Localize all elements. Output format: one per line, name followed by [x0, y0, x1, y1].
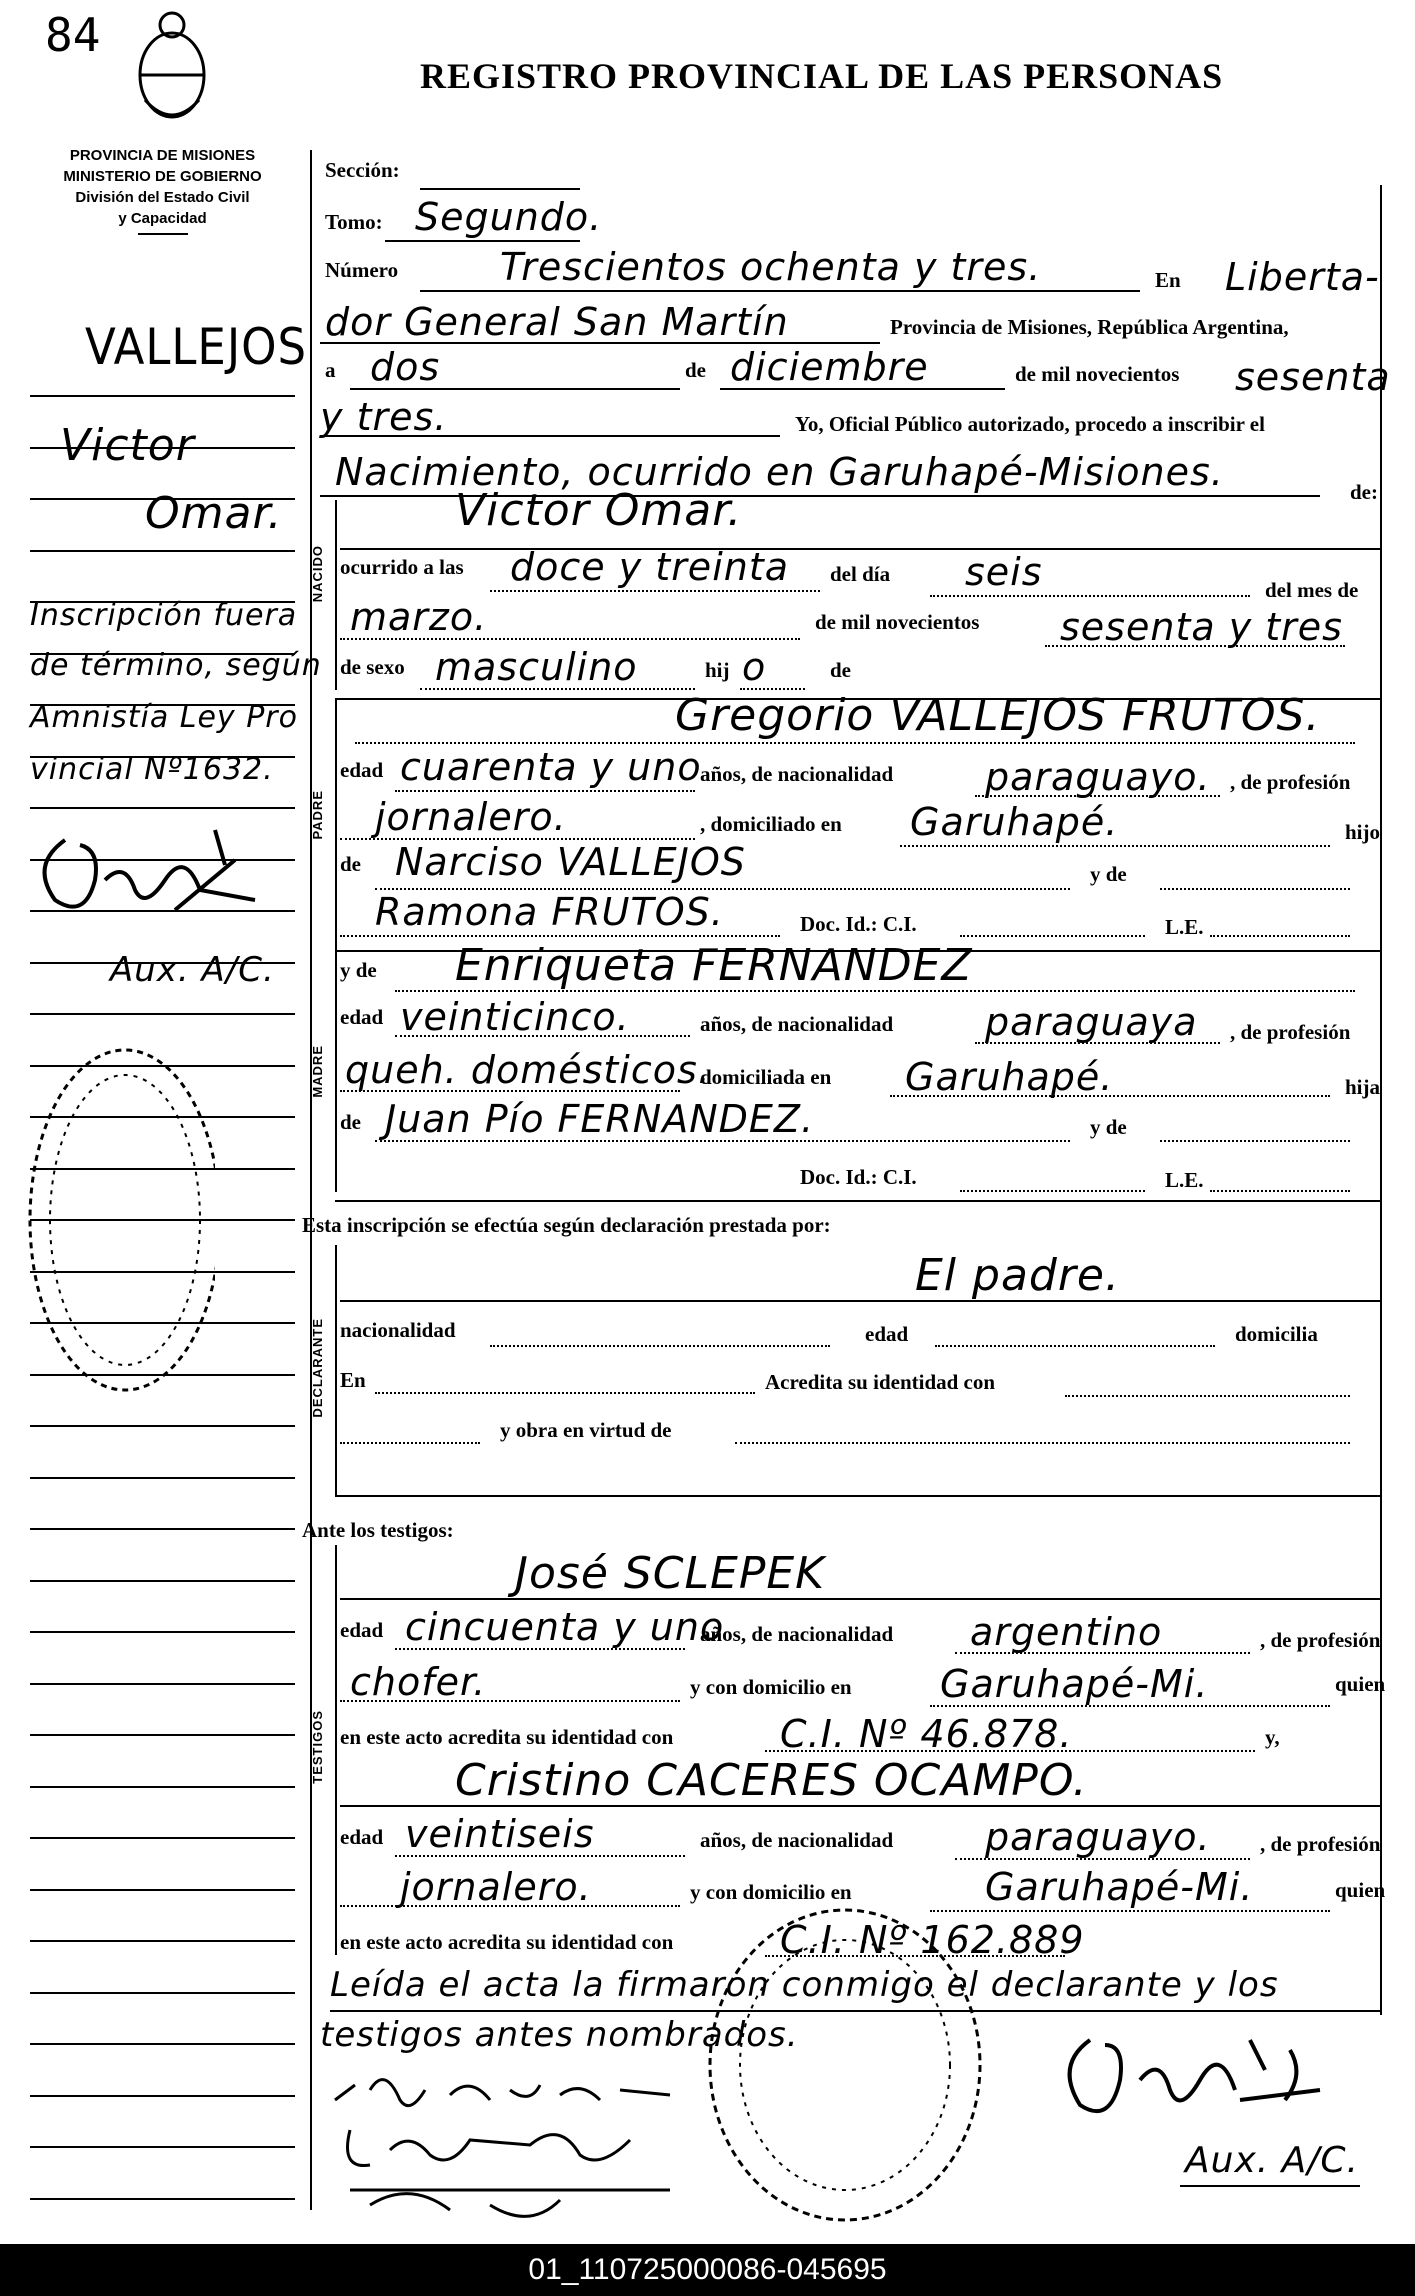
- margin-rule-line: [30, 807, 295, 809]
- label-seccion: Sección:: [325, 158, 400, 182]
- madre-nombre-line: [395, 990, 1355, 992]
- right-border: [1380, 185, 1382, 2015]
- value-anio-2: y tres.: [320, 395, 448, 439]
- value-nombre: Victor Omar.: [455, 485, 743, 536]
- t2-prof-line: [340, 1905, 680, 1907]
- margin-note-line-4: vincial Nº1632.: [30, 752, 274, 787]
- value-dia: dos: [370, 345, 441, 389]
- value-padre-nombre: Gregorio VALLEJOS FRUTOS.: [675, 690, 1321, 741]
- label-de-mil-nov-2: de mil novecientos: [815, 610, 980, 634]
- label-t1-anos-nac: años, de nacionalidad: [700, 1622, 894, 1646]
- label-de-2: de: [830, 658, 851, 682]
- signature-aux: [1050, 2020, 1350, 2130]
- value-declarante: El padre.: [915, 1250, 1120, 1301]
- label-ocurrido: ocurrido a las: [340, 555, 464, 579]
- tomo-line: [385, 240, 580, 242]
- value-t2-nac: paraguayo.: [985, 1815, 1211, 1859]
- nombre-line: [340, 548, 1380, 550]
- value-dia-nac: seis: [965, 550, 1043, 594]
- org-line-capacity: y Capacidad: [118, 210, 207, 227]
- value-lugar-1: Liberta-: [1225, 255, 1380, 299]
- decl-virtud-line: [735, 1442, 1350, 1444]
- label-hij: hij: [705, 658, 730, 682]
- margin-note-line-2: de término, según: [30, 648, 322, 683]
- margin-surname: VALLEJOS: [85, 318, 308, 376]
- label-hijo: hijo: [1345, 820, 1381, 844]
- label-yo-oficial: Yo, Oficial Público autorizado, procedo a inscribir el: [795, 412, 1265, 436]
- value-t2-dom: Garuhapé-Mi.: [985, 1865, 1254, 1909]
- value-sexo: masculino: [435, 645, 638, 689]
- label-hija: hija: [1345, 1075, 1381, 1099]
- label-de-sexo: de sexo: [340, 655, 405, 679]
- mes-nac-line: [340, 638, 800, 640]
- margin-seal-stamp: [15, 1040, 215, 1400]
- value-padre-prof: jornalero.: [375, 795, 567, 839]
- margin-given-name-2: Omar.: [145, 488, 283, 539]
- page-number: 84: [45, 8, 101, 62]
- t2-edad-line: [395, 1855, 685, 1857]
- margin-rule-line: [30, 1631, 295, 1633]
- margin-rule-line: [30, 1580, 295, 1582]
- margin-rule-line: [30, 1013, 295, 1015]
- padre-edad-line: [395, 790, 695, 792]
- label-en: En: [1155, 268, 1181, 292]
- label-padre-edad: edad: [340, 758, 384, 782]
- dia-nac-line: [930, 595, 1250, 597]
- section-label-declarante: DECLARANTE: [310, 1318, 325, 1418]
- margin-rule-line: [30, 1425, 295, 1427]
- t1-dom-line: [930, 1705, 1330, 1707]
- madre-bottom: [335, 1200, 1380, 1202]
- section-label-testigos: TESTIGOS: [310, 1710, 325, 1784]
- mes-line: [720, 388, 1005, 390]
- label-del-dia: del día: [830, 562, 891, 586]
- t2-nac-line: [955, 1858, 1250, 1860]
- label-domicilia: domicilia: [1235, 1322, 1318, 1346]
- org-line-ministry: MINISTERIO DE GOBIERNO: [63, 168, 262, 185]
- margin-rule-line: [30, 550, 295, 552]
- anio-line: [320, 435, 780, 437]
- margin-rule-line: [30, 395, 295, 397]
- label-de-mil-nov: de mil novecientos: [1015, 362, 1180, 386]
- label-tomo: Tomo:: [325, 210, 383, 234]
- label-t1-acredita: en este acto acredita su identidad con: [340, 1725, 674, 1749]
- margin-signature: [25, 820, 265, 930]
- decl-nac-line: [490, 1345, 830, 1347]
- label-padre-domiciliado: , domiciliado en: [700, 812, 842, 836]
- value-t2-nombre: Cristino CACERES OCAMPO.: [455, 1755, 1088, 1806]
- value-padre-madre: Ramona FRUTOS.: [375, 890, 724, 934]
- decl-en-line: [375, 1392, 755, 1394]
- label-acredita: Acredita su identidad con: [765, 1370, 996, 1394]
- value-mes-nac: marzo.: [350, 595, 488, 639]
- label-padre-de: de: [340, 852, 361, 876]
- madre-le-line: [1210, 1190, 1350, 1192]
- label-t1-con-domicilio: y con domicilio en: [690, 1675, 852, 1699]
- madre-nac-line: [975, 1042, 1220, 1044]
- padre-nombre-line: [355, 742, 1355, 744]
- label-madre-edad: edad: [340, 1005, 384, 1029]
- anio-nac-line: [1045, 645, 1345, 647]
- value-tomo: Segundo.: [415, 195, 603, 239]
- closing-line-1: Leída el acta la firmaron conmigo el declarante y los: [330, 1965, 1279, 2005]
- footer-code: 01_110725000086-045695: [0, 2244, 1415, 2296]
- signature-testigo-1: [330, 2110, 710, 2230]
- decl-blank-line: [340, 1442, 480, 1444]
- declarante-line: [340, 1300, 1380, 1302]
- label-t2-acredita: en este acto acredita su identidad con: [340, 1930, 674, 1954]
- madre-doc-line: [960, 1190, 1145, 1192]
- label-de-1: de: [685, 358, 706, 382]
- section-label-madre: MADRE: [310, 1045, 325, 1098]
- padre-le-line: [1210, 935, 1350, 937]
- label-numero: Número: [325, 258, 399, 282]
- madre-dom-line: [890, 1095, 1330, 1097]
- label-t1-quien: quien: [1335, 1672, 1386, 1696]
- value-t1-nac: argentino: [970, 1610, 1163, 1654]
- madre-edad-line: [395, 1035, 690, 1037]
- value-t1-edad: cincuenta y uno: [405, 1605, 725, 1649]
- value-anio-1: sesenta: [1235, 355, 1391, 399]
- aux-rule: [1180, 2185, 1360, 2187]
- t2-nombre-line: [340, 1805, 1380, 1807]
- t2-dom-line: [930, 1910, 1330, 1912]
- madre-prof-line: [340, 1090, 680, 1092]
- label-t2-edad: edad: [340, 1825, 384, 1849]
- aux-label: Aux. A/C.: [1185, 2140, 1359, 2181]
- margin-rule-line: [30, 2095, 295, 2097]
- margin-rule-line: [30, 2198, 295, 2200]
- section-bar-padre: [335, 700, 337, 950]
- value-madre-nombre: Enriqueta FERNANDEZ: [455, 940, 973, 991]
- label-esta-inscripcion: Esta inscripción se efectúa según declaración prestada por:: [302, 1213, 831, 1237]
- padre-doc-line: [960, 935, 1145, 937]
- margin-note-line-1: Inscripción fuera: [30, 598, 298, 633]
- value-padre-padre: Narciso VALLEJOS: [395, 840, 746, 884]
- margin-rule-line: [30, 2146, 295, 2148]
- value-mes: diciembre: [730, 345, 929, 389]
- margin-note-line-3: Amnistía Ley Pro: [30, 700, 298, 735]
- decl-acredita-line: [1065, 1395, 1350, 1397]
- value-t1-nombre: José SCLEPEK: [515, 1548, 826, 1599]
- section-label-padre: PADRE: [310, 790, 325, 840]
- value-t1-dom: Garuhapé-Mi.: [940, 1662, 1209, 1706]
- margin-rule-line: [30, 1683, 295, 1685]
- label-madre-anos-nac: años, de nacionalidad: [700, 1012, 894, 1036]
- value-madre-padre: Juan Pío FERNANDEZ.: [385, 1097, 815, 1141]
- t1-prof-line: [340, 1700, 680, 1702]
- document-title: REGISTRO PROVINCIAL DE LAS PERSONAS: [420, 56, 1224, 96]
- value-madre-edad: veinticinco.: [400, 995, 630, 1039]
- org-line-division: División del Estado Civil: [75, 189, 250, 206]
- sexo-line: [420, 688, 695, 690]
- org-line-province: PROVINCIA DE MISIONES: [69, 147, 256, 164]
- label-de-colon: de:: [1350, 480, 1378, 504]
- value-padre-nac: paraguayo.: [985, 755, 1211, 799]
- label-nacionalidad: nacionalidad: [340, 1318, 456, 1342]
- section-bar-declarante: [335, 1245, 337, 1495]
- label-t2-quien: quien: [1335, 1878, 1386, 1902]
- label-del-mes-de: del mes de: [1265, 578, 1359, 602]
- bottom-seal-stamp: [700, 1900, 990, 2230]
- margin-rule-line: [30, 2043, 295, 2045]
- padre-madre-line: [340, 935, 780, 937]
- numero-line: [420, 290, 1140, 292]
- margin-rule-line: [30, 1837, 295, 1839]
- value-anio-nac: sesenta y tres: [1060, 605, 1343, 649]
- label-madre-domiciliada: domiciliada en: [700, 1065, 832, 1089]
- madre-padre-line: [375, 1140, 1070, 1142]
- value-t2-edad: veintiseis: [405, 1812, 595, 1856]
- label-provincia: Provincia de Misiones, República Argentina,: [890, 315, 1289, 339]
- coat-of-arms-seal: [125, 5, 220, 130]
- value-t2-prof: jornalero.: [400, 1865, 592, 1909]
- margin-rule-line: [30, 1889, 295, 1891]
- t1-doc-line: [765, 1750, 1255, 1752]
- value-madre-dom: Garuhapé.: [905, 1055, 1114, 1099]
- closing-line-2: testigos antes nombrados.: [320, 2015, 799, 2055]
- value-t2-doc: C.I. Nº 162.889: [780, 1918, 1085, 1962]
- margin-rule-line: [30, 1992, 295, 1994]
- margin-rule-line: [30, 1477, 295, 1479]
- label-t2-anos-nac: años, de nacionalidad: [700, 1828, 894, 1852]
- label-madre-de: de: [340, 1110, 361, 1134]
- label-madre-y-de: y de: [340, 958, 377, 982]
- label-madre-profesion: , de profesión: [1230, 1020, 1351, 1044]
- padre-yde-line: [1160, 888, 1350, 890]
- section-bar-testigos: [335, 1545, 337, 1955]
- value-madre-nac: paraguaya: [985, 1000, 1198, 1044]
- label-madre-doc: Doc. Id.: C.I.: [800, 1165, 917, 1189]
- label-padre-anos-nac: años, de nacionalidad: [700, 762, 894, 786]
- declarante-bottom: [335, 1495, 1380, 1497]
- lugar-line: [320, 342, 880, 344]
- label-padre-profesion: , de profesión: [1230, 770, 1351, 794]
- t1-nac-line: [955, 1652, 1250, 1654]
- section-bar-madre: [335, 952, 337, 1192]
- label-obra-virtud: y obra en virtud de: [500, 1418, 672, 1442]
- margin-divider: [310, 150, 312, 2210]
- value-lugar-2: dor General San Martín: [325, 300, 789, 344]
- margin-rule-line: [30, 1528, 295, 1530]
- value-numero: Trescientos ochenta y tres.: [500, 245, 1042, 289]
- value-t1-prof: chofer.: [350, 1660, 487, 1704]
- label-padre-le: L.E.: [1165, 915, 1204, 939]
- value-madre-prof: queh. domésticos.: [345, 1048, 711, 1092]
- label-madre-le: L.E.: [1165, 1168, 1204, 1192]
- section-label-nacido: NACIDO: [310, 545, 325, 603]
- padre-nac-line: [975, 795, 1220, 797]
- label-edad-decl: edad: [865, 1322, 909, 1346]
- org-block: [30, 145, 295, 235]
- section-bar-nacido: [335, 500, 337, 690]
- value-padre-dom: Garuhapé.: [910, 800, 1119, 844]
- decl-edad-line: [935, 1345, 1215, 1347]
- label-t1-y: y,: [1265, 1725, 1280, 1749]
- label-padre-doc: Doc. Id.: C.I.: [800, 912, 917, 936]
- label-t1-profesion: , de profesión: [1260, 1628, 1381, 1652]
- label-a: a: [325, 358, 336, 382]
- margin-rule-line: [30, 1734, 295, 1736]
- dia-line: [350, 388, 680, 390]
- label-padre-y-de: y de: [1090, 862, 1127, 886]
- margin-rule-line: [30, 1786, 295, 1788]
- value-padre-edad: cuarenta y uno: [400, 745, 702, 789]
- value-hij-suffix: o: [742, 645, 767, 689]
- label-t2-profesion: , de profesión: [1260, 1832, 1381, 1856]
- t1-edad-line: [395, 1648, 685, 1650]
- label-ante-testigos: Ante los testigos:: [302, 1518, 454, 1542]
- madre-yde-line: [1160, 1140, 1350, 1142]
- label-madre-y-de-2: y de: [1090, 1115, 1127, 1139]
- padre-dom-line: [900, 845, 1330, 847]
- hora-line: [490, 590, 820, 592]
- value-acto: Nacimiento, ocurrido en Garuhapé-Misiones.: [335, 450, 1224, 494]
- label-t1-edad: edad: [340, 1618, 384, 1642]
- margin-rule-line: [30, 1940, 295, 1942]
- t1-nombre-line: [340, 1598, 1380, 1600]
- label-en-decl: En: [340, 1368, 366, 1392]
- value-t1-doc: C.I. Nº 46.878.: [780, 1712, 1073, 1756]
- value-hora: doce y treinta: [510, 545, 790, 589]
- margin-sign-label: Aux. A/C.: [110, 950, 275, 990]
- label-t2-con-domicilio: y con domicilio en: [690, 1880, 852, 1904]
- margin-given-name-1: Victor: [60, 420, 195, 471]
- seccion-line: [420, 188, 580, 190]
